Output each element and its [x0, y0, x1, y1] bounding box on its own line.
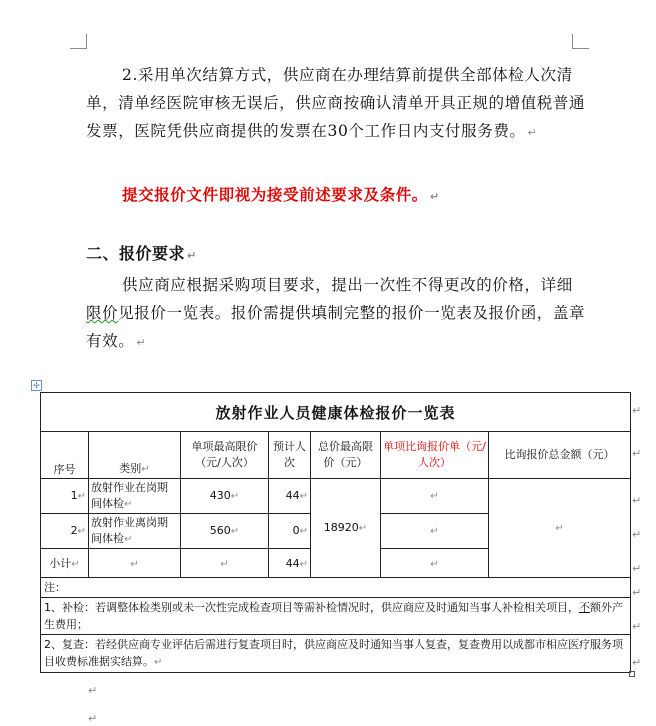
table-move-handle-icon[interactable]: ✢ — [31, 380, 42, 391]
cell-mark: ↵ — [141, 464, 150, 475]
row2-unit-max: 560 — [209, 523, 231, 537]
acceptance-statement — [86, 181, 586, 211]
header-unit-max: 单项最高限价（元/人次） — [191, 440, 258, 469]
row2-category: 放射作业离岗期间体检 — [91, 515, 168, 545]
header-total-max-cell[interactable] — [311, 432, 381, 479]
subtotal-category-cell[interactable] — [89, 549, 181, 578]
row1-planned-cell[interactable] — [269, 479, 311, 514]
note1-text-c: 额外产生费用； — [44, 601, 623, 631]
cell-mark: ↵ — [299, 490, 308, 502]
row2-no-cell[interactable] — [41, 514, 89, 549]
note1-underlined: 不 — [579, 601, 590, 614]
section-heading — [86, 241, 197, 264]
row2-no: 2 — [70, 523, 78, 537]
table-title-cell[interactable] — [41, 393, 631, 432]
cell-mark: ↵ — [124, 533, 133, 545]
note2-text: 2、复查：若经供应商专业评估后需进行复查项目时，供应商应及时通知当事人复查，复查费用以成都市相应医疗服务项目收费标准据实结算。 — [44, 638, 623, 668]
section-heading-text: 二、报价要求 — [86, 244, 186, 263]
row-end-mark: ↵ — [632, 562, 642, 575]
header-category-cell[interactable] — [89, 432, 181, 479]
table-row — [41, 479, 631, 514]
quote-text-b: 见报价一览表。报价需提供填制完整的报价一览表及报价函，盖章有效。 — [86, 304, 586, 350]
cell-mark: ↵ — [358, 522, 368, 534]
cell-mark: ↵ — [230, 490, 240, 502]
notes-label-cell[interactable] — [41, 578, 631, 598]
row1-category: 放射作业在岗期间体检 — [91, 480, 168, 510]
total-max-value-cell[interactable] — [311, 479, 381, 578]
header-total-quote-cell[interactable] — [489, 432, 631, 479]
note1-row — [41, 598, 631, 635]
cell-mark: ↵ — [430, 490, 439, 502]
row-end-mark: ↵ — [632, 656, 642, 669]
payment-text: 2.采用单次结算方式，供应商在办理结算前提供全部体检人次清单，清单经医院审核无误后，供应商按确认清单开具正规的增值税普通发票，医院凭供应商提供的发票在30个工作日内支付服务费。 — [86, 66, 586, 140]
header-unit-quote-cell[interactable] — [381, 432, 489, 479]
subtotal-planned-cell[interactable] — [269, 549, 311, 578]
row2-planned: 0 — [292, 523, 300, 537]
payment-paragraph — [86, 61, 586, 147]
cell-mark: ↵ — [71, 559, 80, 570]
cell-mark: ↵ — [154, 657, 163, 668]
cell-mark: ↵ — [124, 498, 133, 510]
quote-text-a: 供应商应根据采购项目要求，提出一次性不得更改的价格，详细 — [122, 276, 573, 294]
paragraph-mark: ↵ — [136, 336, 147, 349]
paragraph-mark: ↵ — [429, 190, 440, 203]
notes-label: 注： — [44, 581, 66, 594]
paragraph-mark: ↵ — [527, 126, 538, 139]
header-no-cell[interactable] — [41, 432, 89, 479]
notes-label-row — [41, 578, 631, 598]
header-unit-quote: 单项比询报价单（元/人次） — [383, 440, 486, 469]
header-unit-max-cell[interactable] — [181, 432, 269, 479]
cell-mark: ↵ — [77, 490, 86, 502]
row-end-mark: ↵ — [632, 447, 642, 460]
crop-mark-top-left — [70, 34, 87, 49]
table-title: 放射作业人员健康体检报价一览表 — [215, 403, 456, 422]
row2-unit-max-cell[interactable] — [181, 514, 269, 549]
row-end-mark: ↵ — [632, 528, 642, 541]
paragraph-mark: ↵ — [88, 712, 98, 725]
subtotal-label-cell[interactable] — [41, 549, 89, 578]
note2-cell[interactable] — [41, 635, 631, 673]
cell-mark: ↵ — [220, 558, 229, 570]
row-end-mark: ↵ — [632, 620, 642, 633]
cell-mark: ↵ — [230, 525, 240, 537]
paragraph-mark: ↵ — [88, 684, 98, 697]
crop-mark-top-right — [572, 34, 589, 49]
cell-mark: ↵ — [77, 525, 86, 537]
row-end-mark: ↵ — [632, 494, 642, 507]
subtotal-planned: 44 — [285, 556, 300, 570]
note2-row — [41, 635, 631, 673]
row1-category-cell[interactable] — [89, 479, 181, 514]
header-planned-cell[interactable] — [269, 432, 311, 479]
total-max-value: 18920 — [323, 520, 359, 534]
cell-mark: ↵ — [555, 522, 564, 534]
row2-planned-cell[interactable] — [269, 514, 311, 549]
header-category: 类别 — [119, 462, 142, 475]
subtotal-label: 小计 — [49, 557, 72, 570]
paragraph-mark: ↵ — [187, 249, 197, 262]
quote-requirements-paragraph — [86, 271, 586, 357]
cell-mark: ↵ — [430, 525, 439, 537]
row1-no: 1 — [70, 488, 78, 502]
row1-unit-max: 430 — [209, 488, 231, 502]
subtotal-unit-max-cell[interactable] — [181, 549, 269, 578]
spellcheck-underlined-text: 限价 — [86, 304, 119, 322]
quote-table — [40, 392, 631, 673]
row2-category-cell[interactable] — [89, 514, 181, 549]
header-planned: 预计人次 — [273, 440, 306, 469]
header-total-quote: 比询报价总金额（元） — [504, 448, 615, 461]
cell-mark: ↵ — [130, 558, 139, 570]
acceptance-text: 提交报价文件即视为接受前述要求及条件。 — [122, 185, 428, 204]
subtotal-unit-quote-cell[interactable] — [381, 549, 489, 578]
total-quote-value-cell[interactable] — [489, 479, 631, 578]
cell-mark: ↵ — [299, 558, 308, 570]
header-no: 序号 — [53, 463, 76, 476]
header-total-max: 总价最高限价（元） — [318, 440, 373, 469]
row1-unit-max-cell[interactable] — [181, 479, 269, 514]
cell-mark: ↵ — [299, 525, 308, 537]
row-end-mark: ↵ — [632, 404, 642, 417]
row1-planned: 44 — [285, 488, 300, 502]
row1-unit-quote-cell[interactable] — [381, 479, 489, 514]
row1-no-cell[interactable] — [41, 479, 89, 514]
table-resize-handle[interactable] — [629, 671, 635, 677]
cell-mark: ↵ — [430, 558, 439, 570]
row-end-mark: ↵ — [632, 586, 642, 599]
note1-cell[interactable] — [41, 598, 631, 635]
note1-text-a: 1、补检：若调整体检类别或未一次性完成检查项目等需补检情况时，供应商应及时通知当事人补检相关项目， — [44, 601, 579, 614]
row2-unit-quote-cell[interactable] — [381, 514, 489, 549]
